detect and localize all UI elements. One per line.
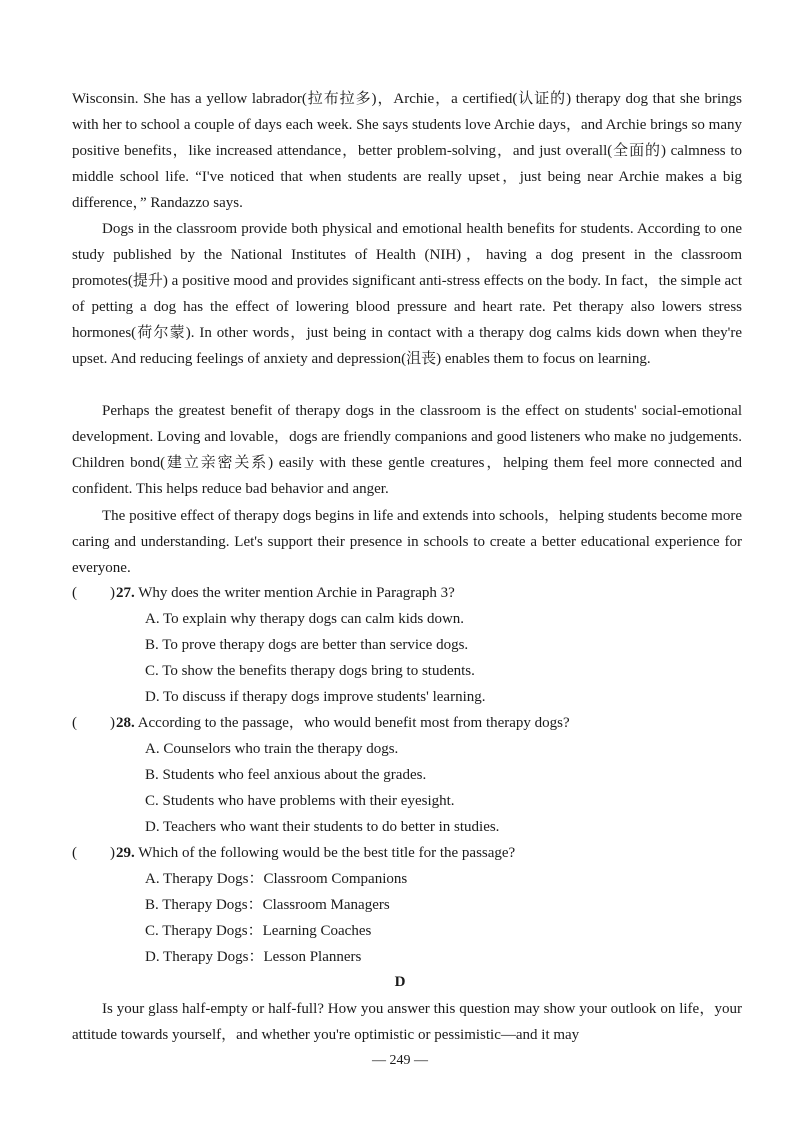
- answer-blank-close: ): [110, 715, 115, 731]
- option-28-b: B. Students who feel anxious about the grades.: [145, 767, 427, 783]
- option-28-c: C. Students who have problems with their eyesight.: [145, 793, 455, 809]
- option-28-d: D. Teachers who want their students to do better in studies.: [145, 819, 500, 835]
- page-number: — 249 —: [372, 1053, 428, 1068]
- option-27-b: B. To prove therapy dogs are better than service dogs.: [145, 637, 469, 653]
- option-27-a: A. To explain why therapy dogs can calm kids down.: [145, 611, 465, 627]
- question-27: [72, 580, 742, 606]
- answer-blank-open: (: [72, 585, 77, 601]
- option-28-a: A. Counselors who train the therapy dogs.: [145, 741, 399, 757]
- question-stem: [116, 580, 455, 606]
- option-29-c: C. Therapy Dogs：Learning Coaches: [145, 923, 372, 939]
- paragraph-social-emotional: Perhaps the greatest benefit of therapy dogs in the classroom is the effect on students' social-emotional development. Loving and lovable，dogs are friendly companions and good listeners who make no judgements. Children bond(建立亲密关系) easily with these gentle creatures，helping them feel more connected and confident. This helps reduce bad behavior and anger.: [72, 403, 742, 497]
- paragraph-glass-half: Is your glass half-empty or half-full? How you answer this question may show your outlook on life，your attitude towards yourself，and whether you're optimistic or pessimistic—and it may: [72, 1001, 742, 1043]
- question-number: 28.: [116, 715, 135, 731]
- option-27-d: D. To discuss if therapy dogs improve students' learning.: [145, 689, 486, 705]
- question-text: Which of the following would be the best title for the passage?: [138, 845, 516, 861]
- answer-blank-close: ): [110, 585, 115, 601]
- question-text: According to the passage，who would benefit most from therapy dogs?: [137, 715, 570, 731]
- question-28: [72, 710, 742, 736]
- question-stem: [116, 840, 515, 866]
- paragraph-health-benefits: Dogs in the classroom provide both physical and emotional health benefits for students. According to one study published by the National Institutes of Health (NIH)，having a dog present in the classroom promotes(提升) a positive mood and provides significant anti-stress effects on the body. In fact，the simple act of petting a dog has the effect of lowering blood pressure and heart rate. Pet therapy also lowers stress hormones(荷尔蒙). In other words，just being in contact with a therapy dog calms kids down when they're upset. And reducing feelings of anxiety and depression(沮丧) enables them to focus on learning.: [72, 221, 742, 367]
- question-29: [72, 840, 742, 866]
- answer-blank-open: (: [72, 845, 77, 861]
- option-29-b: B. Therapy Dogs：Classroom Managers: [145, 897, 390, 913]
- option-27-c: C. To show the benefits therapy dogs bring to students.: [145, 663, 475, 679]
- option-29-a: A. Therapy Dogs：Classroom Companions: [145, 871, 408, 887]
- paragraph-archie: Wisconsin. She has a yellow labrador(拉布拉多)，Archie，a certified(认证的) therapy dog that she brings with her to school a couple of days each week. She says students love Archie days，and Archie brings so many positive benefits，like increased attendance，better problem-solving，and just overall(全面的) calmness to middle school life. “I've noticed that when students are really upset，just being near Archie makes a big difference，” Randazzo says.: [72, 91, 742, 211]
- answer-blank-close: ): [110, 845, 115, 861]
- question-text: Why does the writer mention Archie in Paragraph 3?: [138, 585, 455, 601]
- question-number: 27.: [116, 585, 135, 601]
- answer-blank-open: (: [72, 715, 77, 731]
- section-heading: D: [394, 974, 406, 990]
- question-stem: [116, 710, 570, 736]
- option-29-d: D. Therapy Dogs：Lesson Planners: [145, 949, 362, 965]
- paragraph-conclusion: The positive effect of therapy dogs begins in life and extends into schools，helping students become more caring and understanding. Let's support their presence in schools to create a better educational experience for everyone.: [72, 508, 742, 576]
- question-number: 29.: [116, 845, 135, 861]
